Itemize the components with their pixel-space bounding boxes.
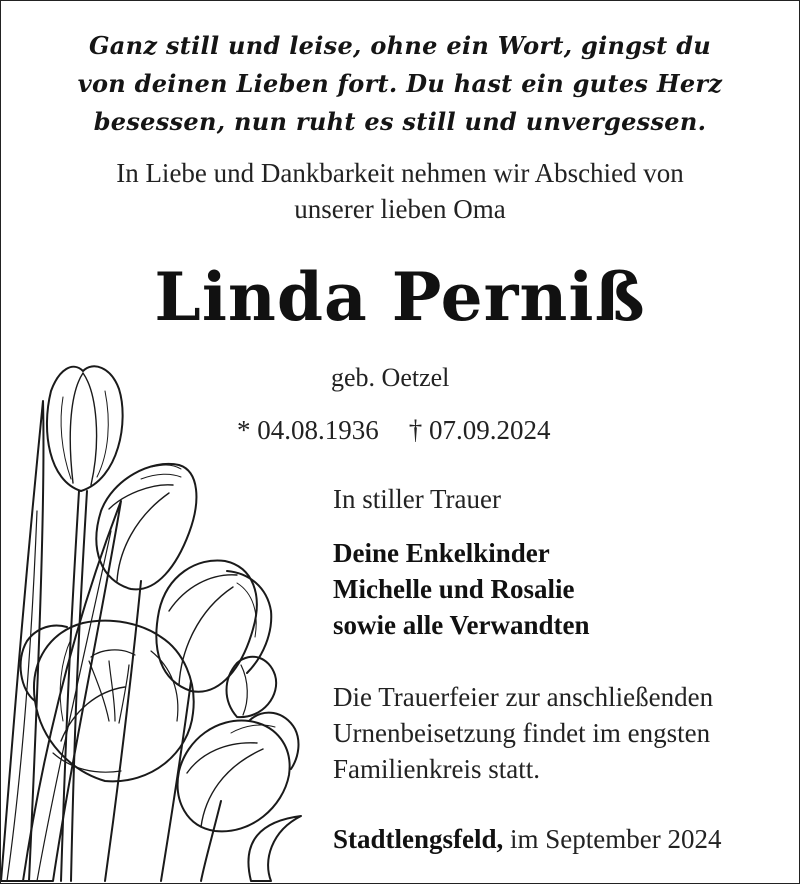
tulip-illustration [1, 361, 311, 883]
mourners-line-2: Michelle und Rosalie [333, 574, 575, 604]
tulip-right [156, 560, 271, 691]
funeral-line-3: Familienkreis statt. [333, 754, 540, 784]
funeral-info [333, 679, 713, 787]
mourners-line-3: sowie alle Verwandten [333, 610, 590, 640]
birth-date: * 04.08.1936 [237, 415, 379, 445]
tulip-open [21, 621, 194, 782]
memorial-poem [1, 27, 799, 141]
deceased-name: Linda Perniß [154, 258, 646, 336]
intro-line-1: In Liebe und Dankbarkeit nehmen wir Abschied von [116, 158, 684, 188]
birth-name: geb. Oetzel [331, 363, 450, 392]
place-and-date [333, 821, 722, 857]
intro-text [1, 155, 799, 227]
poem-line-3: besessen, nun ruht es still und unvergessen. [93, 107, 707, 136]
funeral-line-2: Urnenbeisetzung findet im engsten [333, 718, 711, 748]
poem-line-2: von deinen Lieben fort. Du hast ein gutes Herz [77, 69, 723, 98]
tulip-top [47, 366, 123, 491]
death-date: † 07.09.2024 [408, 415, 551, 445]
mourning-heading: In stiller Trauer [333, 484, 501, 514]
tulip-lower [178, 713, 299, 832]
tulip-bud [227, 657, 277, 717]
place-date: im September 2024 [503, 824, 722, 854]
mourners-line-1: Deine Enkelkinder [333, 538, 550, 568]
poem-line-1: Ganz still und leise, ohne ein Wort, gingst du [88, 31, 712, 60]
place-city: Stadtlengsfeld, [333, 824, 504, 854]
intro-line-2: unserer lieben Oma [294, 194, 506, 224]
mourners-list [333, 535, 590, 643]
funeral-line-1: Die Trauerfeier zur anschließenden [333, 682, 714, 712]
